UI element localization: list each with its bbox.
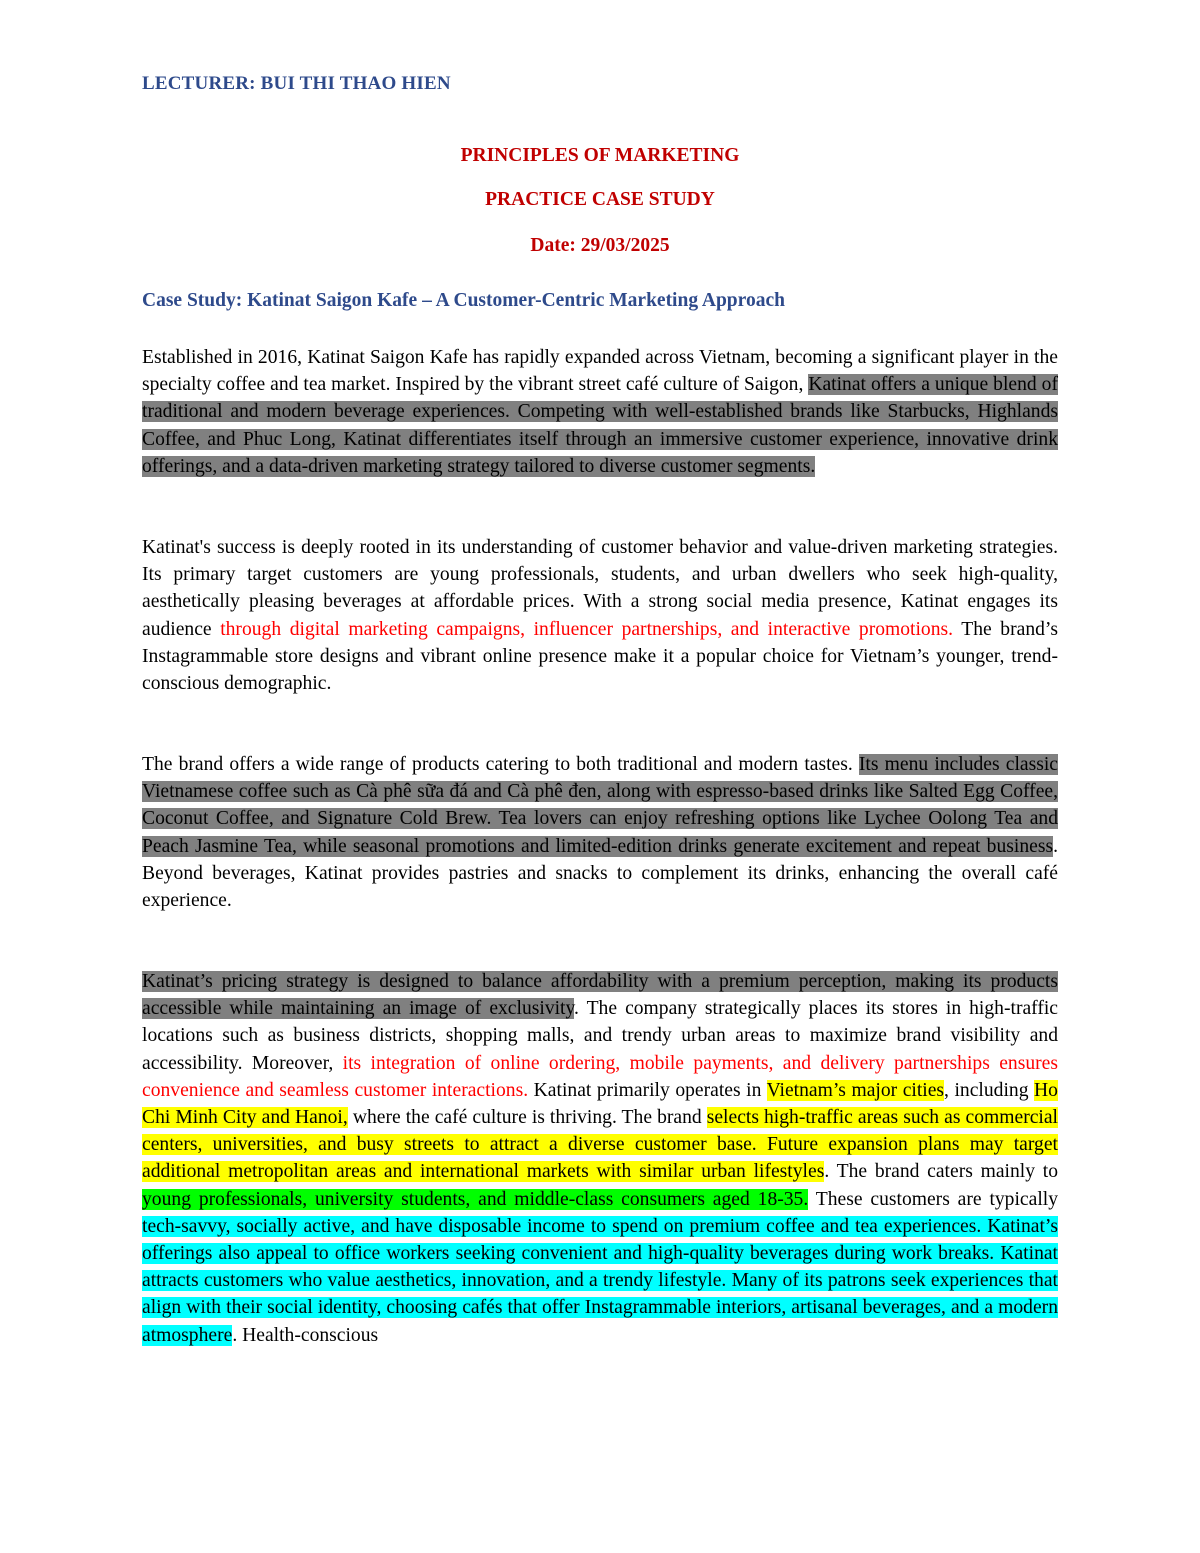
text-run: . Health-conscious xyxy=(232,1324,379,1346)
paragraph-products xyxy=(142,751,1058,914)
text-run: Katinat primarily operates in xyxy=(528,1079,767,1101)
yellow-highlight: Ho Chi Minh City and Hanoi, xyxy=(142,1079,1058,1129)
text-run: . Beyond beverages, Katinat provides pastries and snacks to complement its drinks, enhancing the overall café experience. xyxy=(142,835,1058,912)
paragraph-customers xyxy=(142,534,1058,697)
gray-highlight: Katinat’s pricing strategy is designed to balance affordability with a premium perception, making its products accessible while maintaining an image of exclusivity xyxy=(142,971,1058,1020)
red-text-run: through digital marketing campaigns, influencer partnerships, and interactive promotions. xyxy=(220,618,954,640)
text-run: . The brand caters mainly to xyxy=(824,1161,1058,1183)
yellow-highlight: selects high-traffic areas such as commercial centers, universities, and busy streets to attract a diverse customer base. Future expansion plans may target additional metropolitan areas and international markets with similar urban lifestyles xyxy=(142,1107,1058,1183)
yellow-highlight: Vietnam’s major cities xyxy=(766,1079,945,1101)
text-run: . The company strategically places its stores in high-traffic locations such as business districts, shopping malls, and trendy urban areas to maximize brand visibility and accessibility. Moreover, xyxy=(142,998,1058,1074)
text-run: where the café culture is thriving. The brand xyxy=(347,1107,707,1129)
lecturer-header: LECTURER: BUI THI THAO HIEN xyxy=(142,73,451,94)
paragraph-pricing xyxy=(142,968,1058,1349)
date-line: Date: 29/03/2025 xyxy=(530,235,670,256)
paragraph-intro xyxy=(142,344,1058,480)
red-text-run: its integration of online ordering, mobile payments, and delivery partnerships ensures convenience and seamless customer interactions. xyxy=(142,1052,1058,1101)
text-run: These customers are typically xyxy=(808,1188,1059,1210)
text-run: The brand’s Instagrammable store designs and vibrant online presence make it a popular choice for Vietnam’s younger, trend-conscious demographic. xyxy=(142,618,1058,695)
text-run: The brand offers a wide range of products catering to both traditional and modern tastes. xyxy=(142,754,859,775)
cyan-highlight: tech-savvy, socially active, and have disposable income to spend on premium coffee and tea experiences. Katinat’s offerings also appeal to office workers seeking convenient and high-quality beverages during work breaks. Katinat attracts customers who value aesthetics, innovation, and a trendy lifestyle. Many of its patrons seek experiences that align with their social identity, choosing cafés that offer Instagrammable interiors, artisanal beverages, and a modern atmosphere xyxy=(142,1215,1058,1346)
gray-highlight: Katinat offers a unique blend of traditional and modern beverage experiences. Competing with well-established brands like Starbucks, Highlands Coffee, and Phuc Long, Katinat differentiates itself through an immersive customer experience, innovative drink offerings, and a data-driven marketing strategy tailored to diverse customer segments. xyxy=(142,374,1058,477)
case-study-title: Case Study: Katinat Saigon Kafe – A Customer-Centric Marketing Approach xyxy=(142,290,785,311)
course-title: PRINCIPLES OF MARKETING xyxy=(460,145,740,166)
gray-highlight: Its menu includes classic Vietnamese coffee such as Cà phê sữa đá and Cà phê đen, along with espresso-based drinks like Salted Egg Coffee, Coconut Coffee, and Signature Cold Brew. Tea lovers can enjoy refreshing options like Lychee Oolong Tea and Peach Jasmine Tea, while seasonal promotions and limited-edition drinks generate excitement and repeat business xyxy=(142,754,1058,857)
text-run: , including xyxy=(944,1079,1035,1101)
green-highlight: young professionals, university students, and middle-class consumers aged 18-35. xyxy=(142,1188,809,1210)
practice-subtitle: PRACTICE CASE STUDY xyxy=(485,189,715,210)
text-run: Katinat's success is deeply rooted in its understanding of customer behavior and value-driven marketing strategies. Its primary target customers are young professionals, students, and urban dwellers who seek high-quality, aesthetically pleasing beverages at affordable prices. With a strong social media presence, Katinat engages its audience xyxy=(142,537,1058,640)
text-run: Established in 2016, Katinat Saigon Kafe has rapidly expanded across Vietnam, becoming a significant player in the specialty coffee and tea market. Inspired by the vibrant street café culture of Saigon, xyxy=(142,347,1058,396)
